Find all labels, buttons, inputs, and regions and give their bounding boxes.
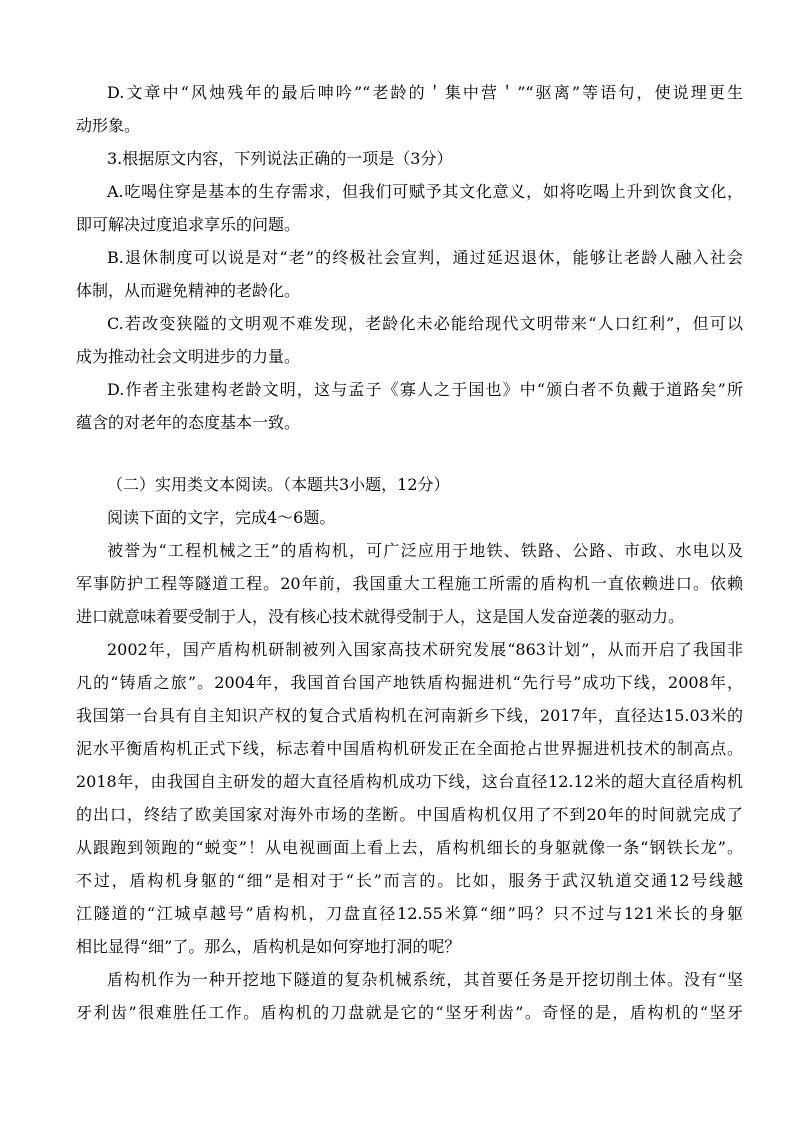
q3-option-c-line-1: C.若改变狭隘的文明观不难发现，老龄化未必能给现代文明带来“人口红利”，但可以 [107, 314, 743, 333]
section-heading: （二）实用类文本阅读。（本题共3小题，12分） [107, 475, 450, 494]
q3-option-b-line-1: B.退休制度可以说是对“老”的终极社会宣判，通过延迟退休，能够让老龄人融入社会 [107, 248, 743, 267]
para2-line-4: 泥水平衡盾构机正式下线，标志着中国盾构机研发正在全面抢占世界掘进机技术的制高点。 [76, 739, 743, 758]
q2-option-d-line-1: D.文章中“风烛残年的最后呻吟”“老龄的＇集中营＇”“驱离”等语句，使说理更生 [107, 83, 743, 102]
q2-option-d-line-2: 动形象。 [76, 116, 141, 135]
para2-line-10: 相比显得“细”了。那么，盾构机是如何穿地打洞的呢？ [76, 937, 461, 956]
q3-option-d-line-2: 蕴含的对老年的态度基本一致。 [76, 413, 301, 432]
reading-instruction: 阅读下面的文字，完成4～6题。 [107, 508, 336, 527]
para2-line-1: 2002年，国产盾构机研制被列入国家高技术研究发展“863计划”，从而开启了我国非 [107, 640, 743, 659]
q3-option-d-line-1: D.作者主张建构老龄文明，这与孟子《寡人之于国也》中“颁白者不负戴于道路矣”所 [107, 380, 743, 399]
para1-line-2: 军事防护工程等隧道工程。20年前，我国重大工程施工所需的盾构机一直依赖进口。依赖 [76, 574, 743, 593]
para3-line-2: 牙利齿”很难胜任工作。盾构机的刀盘就是它的“坚牙利齿”。奇怪的是，盾构机的“坚牙 [76, 1003, 743, 1022]
para3-line-1: 盾构机作为一种开挖地下隧道的复杂机械系统，其首要任务是开挖切削土体。没有“坚 [107, 970, 743, 989]
para2-line-9: 江隧道的“江城卓越号”盾构机，刀盘直径12.55米算“细”吗？只不过与121米长的身躯 [76, 904, 743, 923]
para2-line-3: 我国第一台具有自主知识产权的复合式盾构机在河南新乡下线，2017年，直径达15.03米的 [76, 706, 743, 725]
q3-option-a-line-2: 即可解决过度追求享乐的问题。 [76, 215, 301, 234]
para2-line-8: 不过，盾构机身躯的“细”是相对于“长”而言的。比如，服务于武汉轨道交通12号线越 [76, 871, 743, 890]
para2-line-2: 凡的“铸盾之旅”。2004年，我国首台国产地铁盾构掘进机“先行号”成功下线，2008年， [76, 673, 743, 692]
para1-line-3: 进口就意味着要受制于人，没有核心技术就得受制于人，这是国人发奋逆袭的驱动力。 [76, 607, 685, 626]
q3-option-a-line-1: A.吃喝住穿是基本的生存需求，但我们可赋予其文化意义，如将吃喝上升到饮食文化， [107, 182, 743, 201]
para2-line-5: 2018年，由我国自主研发的超大直径盾构机成功下线，这台直径12.12米的超大直径盾构机 [76, 772, 743, 791]
para1-line-1: 被誉为“工程机械之王”的盾构机，可广泛应用于地铁、铁路、公路、市政、水电以及 [107, 541, 743, 560]
para2-line-7: 从跟跑到领跑的“蜕变”！从电视画面上看上去，盾构机细长的身躯就像一条“钢铁长龙”。 [76, 838, 743, 857]
para2-line-6: 的出口，终结了欧美国家对海外市场的垄断。中国盾构机仅用了不到20年的时间就完成了 [76, 805, 743, 824]
q3-option-c-line-2: 成为推动社会文明进步的力量。 [76, 347, 301, 366]
q3-option-b-line-2: 体制，从而避免精神的老龄化。 [76, 281, 301, 300]
q3-stem: 3.根据原文内容，下列说法正确的一项是（3分） [107, 149, 453, 168]
